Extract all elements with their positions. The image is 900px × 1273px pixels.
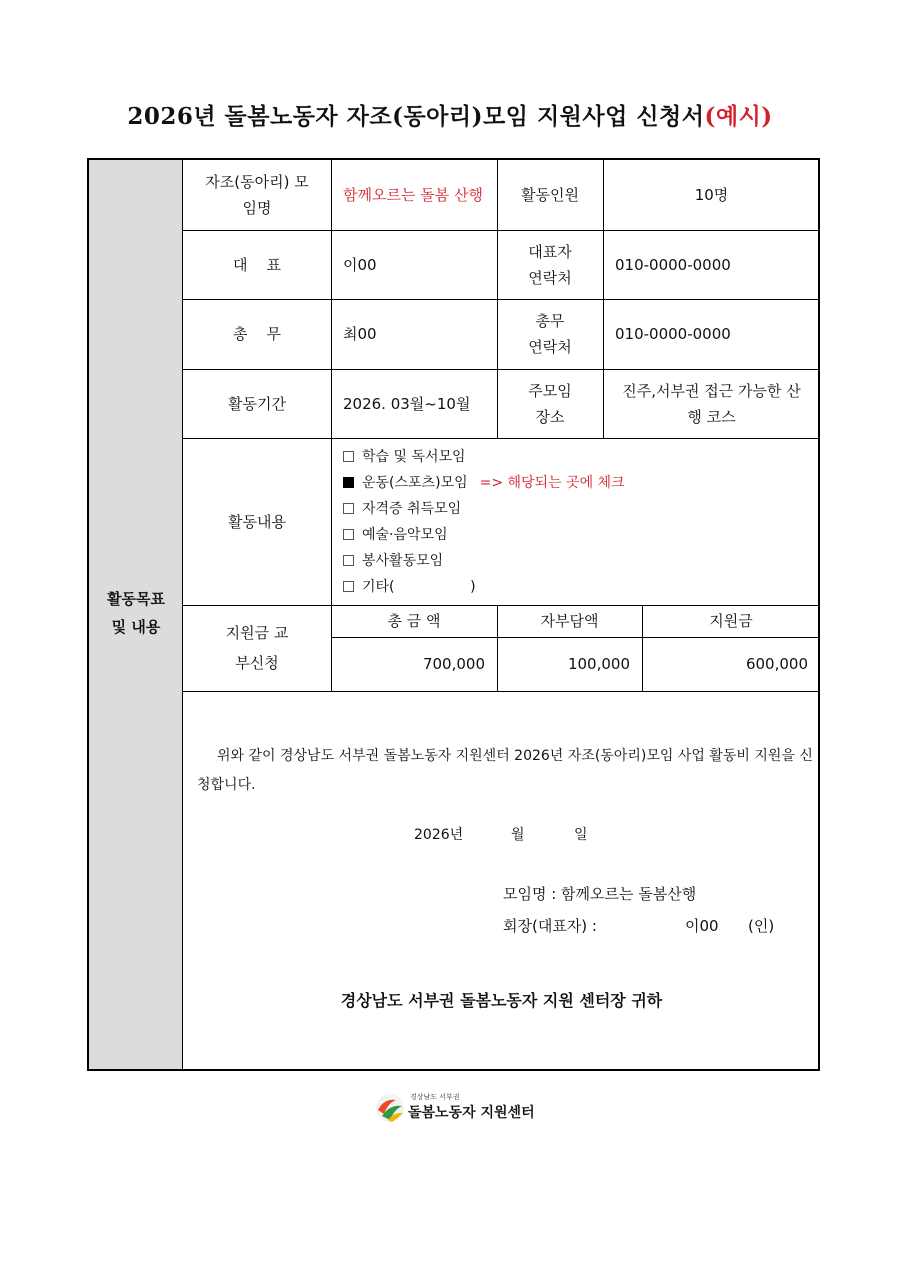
rep-contact-label: 대표자 연락처 [528,242,572,287]
logo-icon [374,1092,406,1124]
signature-rep-prefix: 회장(대표자) : [503,917,597,935]
application-statement: 위와 같이 경상남도 서부권 돌봄노동자 지원센터 2026년 자조(동아리)모임 사업 활동비 지원을 신청합니다. [197,748,813,793]
side-label-line1: 활동목표 [107,590,165,608]
side-label-column [89,160,183,1069]
row-divider [183,691,820,692]
activity-option[interactable]: 운동(스포츠)모임 => 해당되는 곳에 체크 [343,470,813,496]
rep-value: 이00 [343,255,377,274]
activity-option[interactable]: 예술·음악모임 [343,522,813,548]
place-value: 진주,서부권 접근 가능한 산행 코스 [622,381,801,426]
funding-total-value: 700,000 [422,655,485,673]
checkbox-icon[interactable] [343,503,354,514]
rep-label: 대 표 [232,255,282,274]
checkbox-icon[interactable] [343,529,354,540]
activity-label: 활동내용 [228,512,286,531]
logo-small-text: 경상남도 서부권 [410,1093,460,1101]
funding-label: 지원금 교부신청 [225,624,289,672]
checkbox-icon[interactable] [343,451,354,462]
side-label [89,585,183,641]
club-name-label: 자조(동아리) 모임명 [205,173,309,217]
activity-options [343,444,813,600]
signature-club-name: 모임명 : 함께오르는 돌봄산행 [503,885,697,903]
funding-self-value: 100,000 [567,655,630,673]
checkbox-icon[interactable] [343,581,354,592]
gen-contact-value: 010-0000-0000 [615,325,731,343]
date-month: 월 [511,827,525,843]
activity-option[interactable]: 학습 및 독서모임 [343,444,813,470]
signature-rep-name: 이00 [685,917,719,935]
application-form [87,158,820,1071]
period-label: 활동기간 [228,394,286,413]
title-main: 2026년 돌봄노동자 자조(동아리)모임 지원사업 신청서 [127,103,705,130]
date-year: 2026년 [414,827,464,843]
members-label: 활동인원 [521,186,579,204]
club-name-value: 함께오르는 돌봄 산행 [343,186,483,204]
activity-option[interactable]: 기타( ) [343,574,813,600]
activity-option[interactable]: 봉사활동모임 [343,548,813,574]
period-value: 2026. 03월~10월 [343,394,471,413]
place-label: 주모임 장소 [528,381,572,426]
addressee: 경상남도 서부권 돌봄노동자 지원 센터장 귀하 [340,991,663,1010]
funding-header-total: 총 금 액 [387,612,441,630]
gen-label: 총 무 [232,325,282,343]
rep-contact-value: 010-0000-0000 [615,255,731,274]
gen-value: 최00 [343,325,377,343]
funding-header-support: 지원금 [709,612,753,630]
checkbox-icon[interactable] [343,555,354,566]
title-note: (예시) [704,103,773,130]
members-value: 10명 [694,186,729,204]
funding-header-self: 자부담액 [540,612,599,630]
gen-contact-label: 총무 연락처 [528,312,572,356]
side-label-line2: 및 내용 [111,618,161,636]
funding-support-value: 600,000 [745,655,808,673]
activity-note: => 해당되는 곳에 체크 [479,475,625,491]
date-day: 일 [574,827,588,843]
logo-big-text: 돌봄노동자 지원센터 [408,1105,535,1121]
checkbox-checked-icon[interactable] [343,477,354,488]
activity-option[interactable]: 자격증 취득모임 [343,496,813,522]
center-logo [374,1088,554,1128]
signature-seal: (인) [748,917,775,935]
page-title [0,98,900,131]
